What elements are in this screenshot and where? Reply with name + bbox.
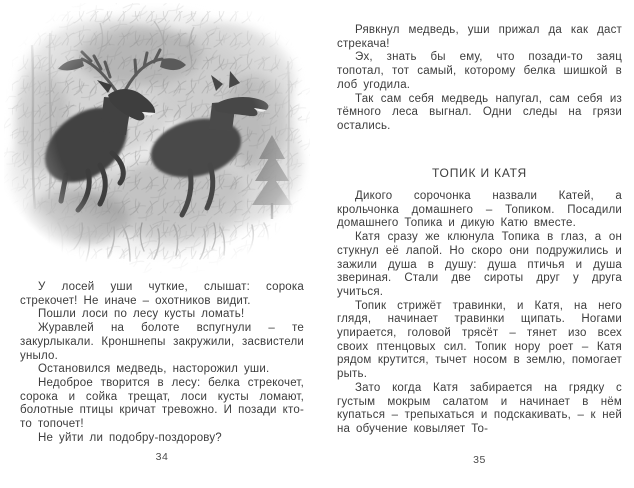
paragraph: Журавлей на болоте вспугнули – те закурлыкали. Кроншнепы закружили, засвистели уныло. <box>20 322 304 362</box>
chapter-title: ТОПИК И КАТЯ <box>431 166 528 180</box>
paragraph: Остановился медведь, насторожил уши. <box>38 363 270 376</box>
paragraph: Так сам себя медведь напугал, сам себя из тёмного леса выгнал. Одни следы на грязи остались. <box>337 92 622 132</box>
page-35-body-text <box>337 190 622 437</box>
page-35 <box>317 0 634 488</box>
paragraph: Катя сразу же клюнула Топика в глаз, а он стукнул её лапой. Но скоро они подружились и зажили душа в душу: душа птичья и душа звериная. Стали две сироты друг у друга учиться. <box>337 231 622 298</box>
paragraph: Зато когда Катя забирается на грядку с густым мокрым салатом и начинает в нём купаться – трепыхаться и подскакивать, – к ней на обучение ковыляет То- <box>337 381 622 435</box>
paragraph: Рявкнул медведь, уши прижал да как даст стрекача! <box>337 24 622 50</box>
paragraph: Топик стрижёт травинки, и Катя, на него глядя, начинает травинки щипать. Ногами упирается, головой трясёт – тянет изо всех своих птенцовых сил. Топик нору роет – Катя рядом крутится, тычет носом в землю, помогает рыть. <box>337 299 622 381</box>
paragraph: Не уйти ли подобру-поздорову? <box>38 431 222 444</box>
paragraph: Недоброе творится в лесу: белка стрекочет, сорока и сойка трещат, лоси кусты ломают, болотные птицы кричат тревожно. И позади кто-то топочет! <box>20 376 304 431</box>
moose-pair-forest-drawing-svg <box>4 3 310 273</box>
moose-illustration <box>4 3 310 273</box>
paragraph: Пошли лоси по лесу кусты ломать! <box>38 308 245 321</box>
page-35-intro-text <box>337 24 622 134</box>
paragraph: Эх, знать бы ему, что позади-то заяц топотал, тот самый, которому белка шишкой в лоб угодила. <box>337 51 622 91</box>
paragraph: Дикого сорочонка назвали Катей, а крольчонка домашнего – Топиком. Посадили домашнего Топика и дикую Катю вместе. <box>337 190 622 230</box>
page-34-text <box>20 281 304 445</box>
page-number-right: 35 <box>473 454 486 466</box>
page-number-left: 34 <box>155 451 169 463</box>
paragraph: У лосей уши чуткие, слышат: сорока стрекочет! Не иначе – охотников видит. <box>20 281 304 307</box>
